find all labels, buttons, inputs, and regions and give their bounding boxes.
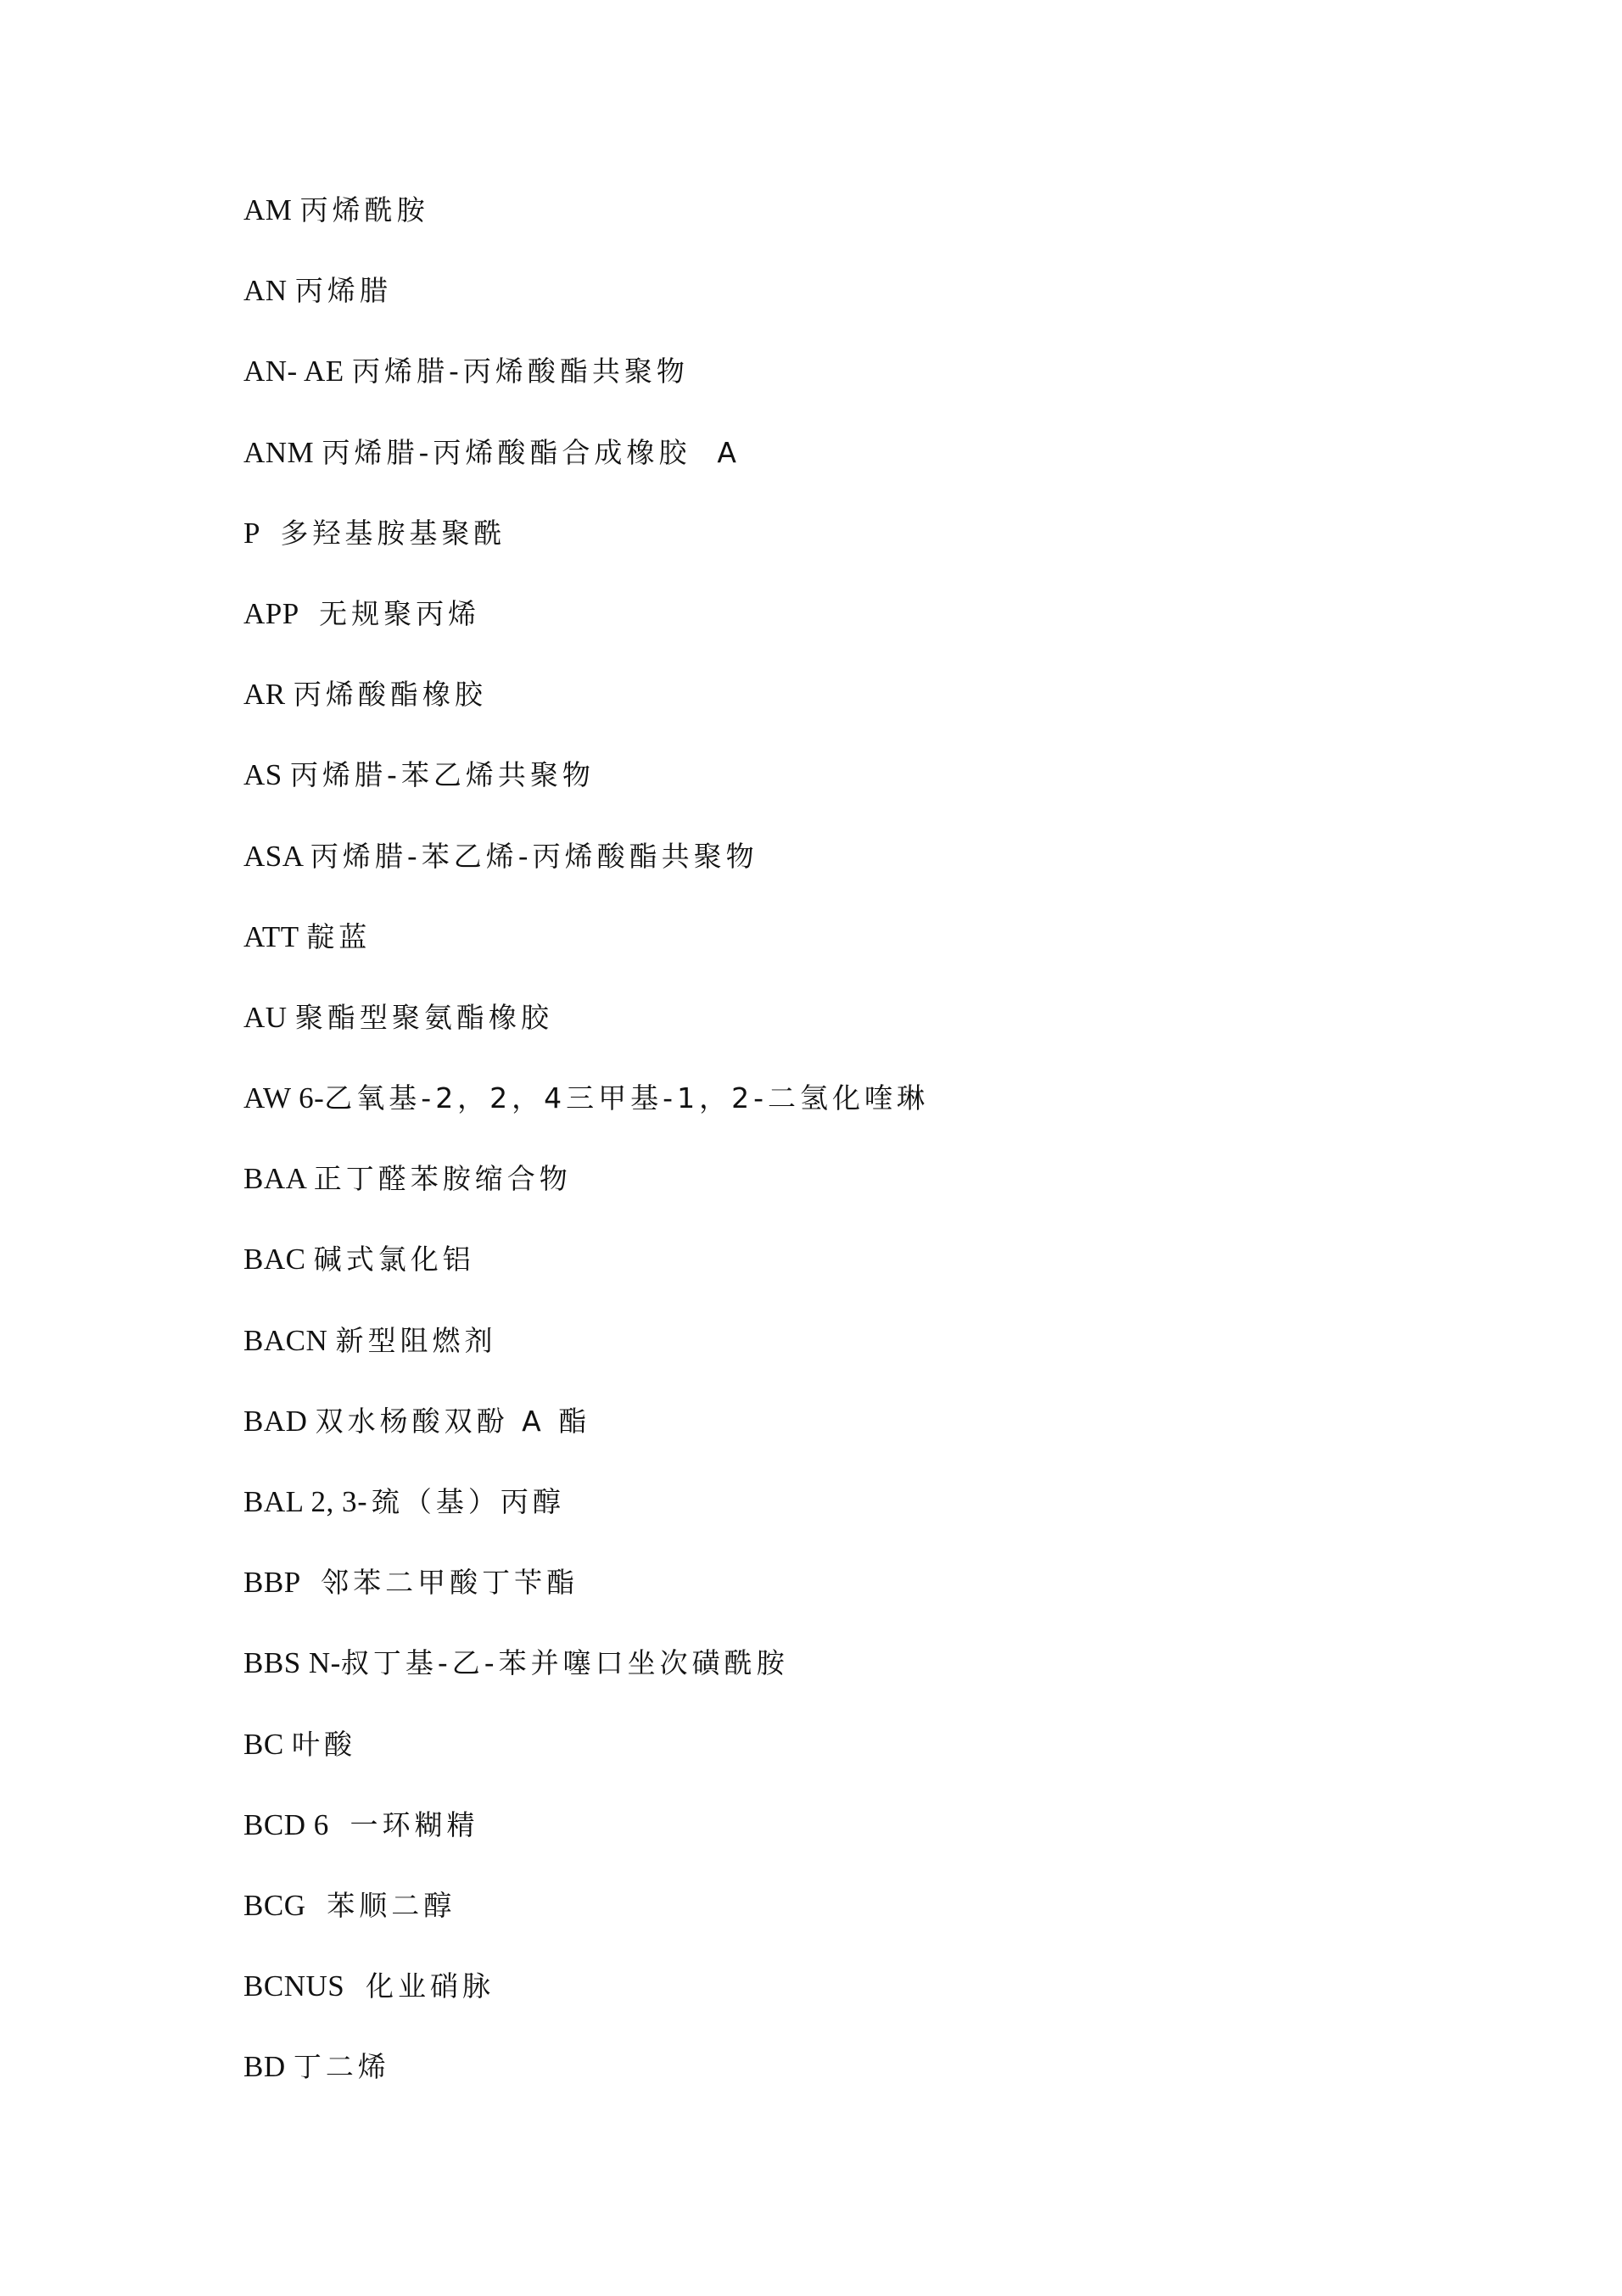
entry-text: 一环糊精 [336,1807,479,1841]
entry-abbr: BAD [243,1404,308,1438]
entry-abbr: BCNUS [243,1969,345,2003]
entry-abbr: BBS N- [243,1646,341,1680]
entry-text: 丙烯酰胺 [299,193,429,226]
entry-abbr: BACN [243,1323,328,1357]
list-item [243,1237,929,1318]
entry-text: 靛蓝 [306,919,372,953]
entry-text: 多羟基胺基聚酰 [266,516,506,550]
entry-abbr: ANM [243,435,315,469]
entry-text: 双水杨酸双酚 A 酯 [315,1404,591,1438]
list-item [243,1480,929,1561]
entry-abbr: P [243,516,260,550]
list-item [243,592,929,673]
entry-text: 乙氧基-2，2，4三甲基-1，2-二氢化喹琳 [324,1081,929,1115]
list-item [243,1884,929,1964]
entry-abbr: AN [243,274,288,308]
list-item [243,188,929,269]
list-item [243,2045,929,2126]
entry-text: 丙烯腊-丙烯酸酯合成橡胶 A [322,435,741,469]
entry-abbr: BAL 2, 3 [243,1485,357,1518]
list-item [243,349,929,430]
entry-abbr: AM [243,193,293,226]
entry-abbr: AN- AE [243,355,344,388]
entry-abbr: BBP [243,1566,300,1600]
list-item [243,269,929,349]
list-item [243,1399,929,1480]
entry-text: 丙烯腊-苯乙烯共聚物 [290,758,595,792]
list-item [243,1319,929,1399]
entry-abbr: BAC [243,1243,306,1276]
entry-abbr: ASA [243,839,303,873]
list-item [243,915,929,996]
list-item [243,1964,929,2045]
list-item [243,1561,929,1641]
entry-abbr: BD [243,2050,286,2084]
list-item [243,753,929,834]
entry-text: 丙烯酸酯橡胶 [293,678,487,712]
entry-abbr: AS [243,758,282,792]
entry-text: 邻苯二甲酸丁苄酯 [307,1566,579,1600]
entry-text: 丙烯腊 [294,274,392,308]
entry-abbr: BCG [243,1888,306,1922]
entry-text: 无规聚丙烯 [305,596,481,630]
list-item [243,835,929,915]
entry-text: 聚酯型聚氨酯橡胶 [294,1000,553,1034]
list-item [243,1076,929,1157]
entry-text: 苯顺二醇 [313,1888,456,1922]
entry-text: 化业硝脉 [352,1969,495,2003]
abbreviation-list [243,188,929,2126]
entry-text: 碱式氯化铝 [313,1243,475,1276]
list-item [243,673,929,753]
entry-abbr: APP [243,596,299,630]
entry-abbr: BAA [243,1162,306,1196]
list-item [243,1157,929,1237]
entry-abbr: ATT [243,919,299,953]
entry-abbr: BC [243,1727,284,1761]
entry-text: 丙烯腊-丙烯酸酯共聚物 [351,355,689,388]
entry-text: 新型阻燃剂 [335,1323,497,1357]
list-item [243,996,929,1076]
entry-abbr: BCD 6 [243,1807,329,1841]
list-item [243,511,929,592]
entry-abbr: AR [243,678,286,712]
entry-text: 丙烯腊-苯乙烯-丙烯酸酯共聚物 [310,839,758,873]
entry-text: 正丁醛苯胺缩合物 [313,1162,572,1196]
entry-text: 叔丁基-乙-苯并噻口坐次磺酰胺 [340,1646,789,1680]
entry-text: 叶酸 [291,1727,356,1761]
entry-text: 丁二烯 [293,2050,390,2084]
list-item [243,1723,929,1803]
entry-text: -巯（基）丙醇 [356,1485,565,1518]
entry-abbr: AU [243,1000,288,1034]
list-item [243,431,929,511]
list-item [243,1641,929,1722]
list-item [243,1803,929,1884]
entry-abbr: AW 6- [243,1081,325,1115]
